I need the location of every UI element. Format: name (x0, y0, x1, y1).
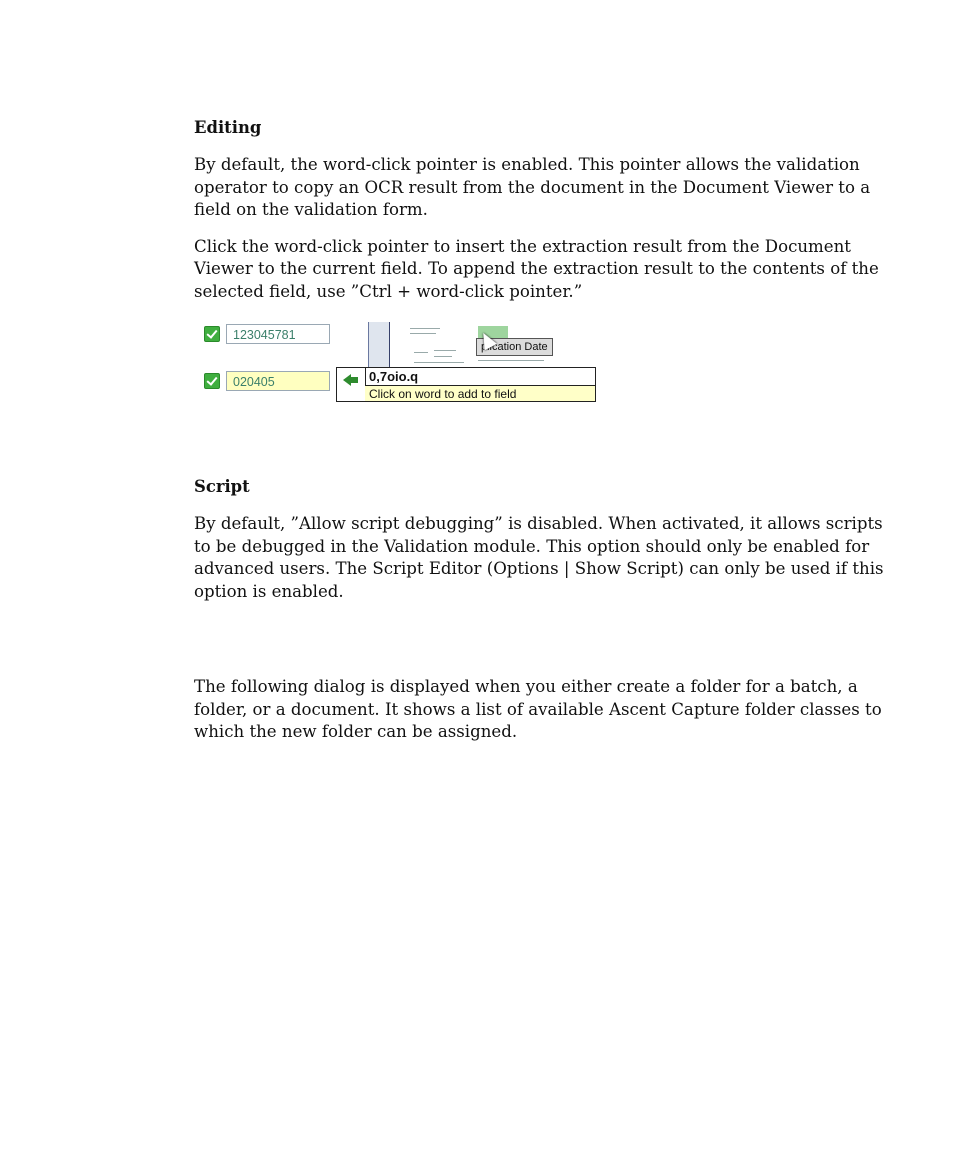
editing-section (194, 154, 884, 304)
valid-check-icon (204, 373, 220, 389)
ocr-word: 0,7oio.q (369, 369, 419, 384)
document-viewer-scrollbar[interactable] (368, 322, 392, 370)
word-click-screenshot (200, 322, 600, 406)
field-tooltip: plication Date (476, 338, 553, 356)
folder-paragraph: The following dialog is displayed when you either create a folder for a batch, a folder, or a document. It shows a list of available Ascent Capture folder classes to which the new folder can be assigned. (194, 677, 882, 742)
field-2[interactable]: 020405 (226, 371, 330, 391)
popup-hint: Click on word to add to field (365, 385, 595, 401)
script-section (194, 513, 884, 603)
script-heading: Script (194, 477, 250, 496)
valid-check-icon (204, 326, 220, 342)
editing-paragraph-1: By default, the word-click pointer is enabled. This pointer allows the validation operator to copy an OCR result from the document in the Document Viewer to a field on the validation form. (194, 155, 871, 220)
editing-heading: Editing (194, 118, 262, 137)
editing-paragraph-2: Click the word-click pointer to insert the extraction result from the Document Viewer to the current field. To append the extraction result to the contents of the selected field, use ”Ctrl + word-click pointer.” (194, 236, 879, 301)
folder-section (194, 676, 884, 744)
word-click-popup (336, 367, 596, 402)
insert-arrow-button[interactable] (337, 368, 366, 401)
script-paragraph: By default, ”Allow script debugging” is disabled. When activated, it allows scripts to be debugged in the Validation module. This option should only be enabled for advanced users. The Script Editor (Options | Show Script) can only be used if this option is enabled. (194, 514, 884, 601)
field-1[interactable]: 123045781 (226, 324, 330, 344)
